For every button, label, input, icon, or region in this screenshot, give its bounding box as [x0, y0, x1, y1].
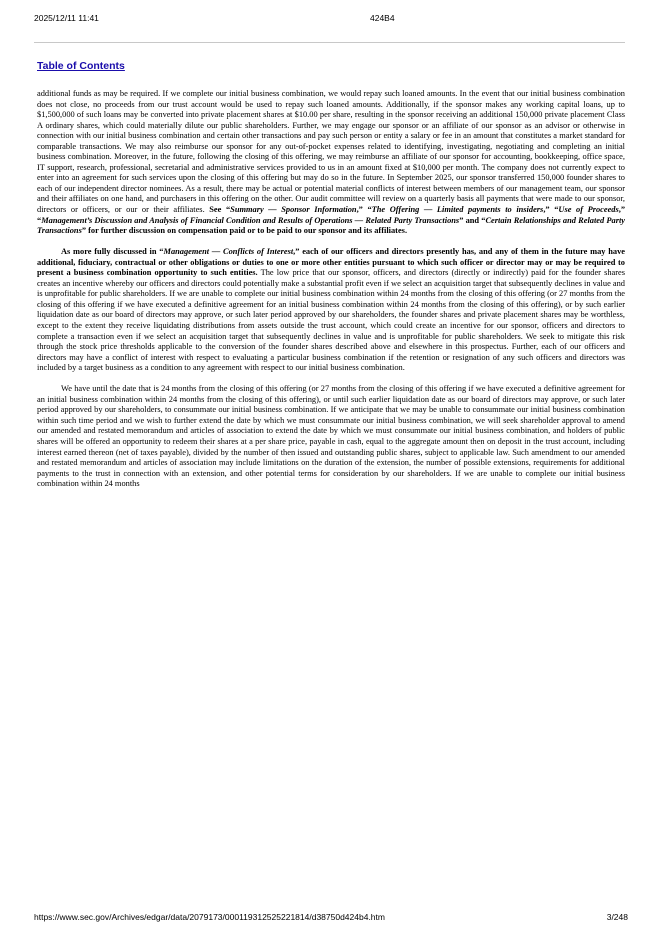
xref-mdna-related-party: Management’s Discussion and Analysis of Financial Condition and Results of Operations — Related Party Transactions	[41, 215, 460, 225]
p1-sep: ,” “	[37, 205, 626, 225]
p2-text: The low price that our sponsor, officers, and directors (directly or indirectly) paid for the founder shares creates an incentive whereby our officers and directors could potentially make a substantial profit even if we select an acquisition target that subsequently declines in value and is unprofitable for public shareholders. If we are unable to complete our initial business combination within 24 months from the closing of this offering (or 27 months from the closing of this offering if we have executed a definitive agreement for an initial business combination within 24 months from the closing of this offering), or by such earlier liquidation date as our board of directors may approve, or such later period approved by our shareholders, the founder shares and private placement shares may be worthless, except to the extent they receive liquidating distributions from assets outside the trust account, which could create an incentive for our sponsor, officers and directors to complete a transaction even if we select an acquisition target that subsequently declines in value and is unprofitable for public shareholders. We seek to mitigate this risk through the stock price thresholds applicable to the conversion of the founder shares described above and elsewhere in this prospectus. Further, each of our officers and directors may have a conflict of interest with respect to evaluating a particular business combination if the retention or resignation of any such officers and directors was included by a target business as a condition to any agreement with respect to our initial business combination.	[37, 268, 626, 373]
p1-text: additional funds as may be required. If we complete our initial business combination, we would repay such loaned amounts. In the event that our initial business combination does not close, no proceeds from our trust account would be used to repay such loaned amounts. Additionally, if the sponsor makes any working capital loans, up to $1,500,000 of such loans may be converted into private placement shares at $10.00 per share, resulting in the sponsor receiving an additional 150,000 private placement Class A ordinary shares, which could materially dilute our public shareholders. Further, we may engage our sponsor or an affiliate of our sponsor as an advisor or otherwise in connection with our initial business combination and certain other transactions and pay such person or entity a salary or fee in an amount that constitutes a market standard for comparable transactions. We may also reimburse our sponsor for any out-of-pocket expenses related to identifying, investigating, negotiating and completing an initial business combination. Moreover, in the future, following the closing of this offering, we may reimburse an affiliate of our sponsor for accounting, bookkeeping, office space, IT support, research, professional, secretarial and administrative services provided to us in an amount fixed at $10,000 per month. The company does not currently expect to enter into an agreement for such services upon the closing of this offering but may do so in the future. In September 2025, our sponsor transferred 150,000 founder shares to each of our independent director nominees. As a result, there may be actual or potential material conflicts of interest between members of our management team, our sponsor and their affiliates on one hand, and purchasers in this offering on the other. Our audit committee will review on a quarterly basis all payments that were made to our sponsor, directors or officers, or our or their affiliates.	[37, 89, 625, 215]
paragraph-business-combination-deadline	[37, 384, 625, 489]
xref-offering-limited-payments: The Offering — Limited payments to insiders	[371, 205, 544, 215]
table-of-contents-link[interactable]: Table of Contents	[37, 60, 125, 72]
document-code: 424B4	[370, 13, 395, 23]
p2-bold-rest: ,” each of our officers and directors presently has, and any of them in the future may have additional, fiduciary, contractual or other obligations or duties to one or more other entities pursuant to which such officer or director may or may be required to present a business combination opportunity to such entities.	[37, 247, 625, 278]
page-url: https://www.sec.gov/Archives/edgar/data/2079173/000119312525221814/d38750d424b4.htm	[34, 912, 385, 922]
header-divider	[34, 42, 625, 43]
document-body	[37, 89, 625, 500]
p1-quote: “	[221, 205, 231, 215]
p1-sep: ,” “	[356, 205, 372, 215]
xref-conflicts-of-interest: Management — Conflicts of Interest	[163, 247, 294, 257]
paragraph-conflicts-of-interest	[37, 247, 625, 374]
p1-tail: ” for further discussion on compensation paid or to be paid to our sponsor and its affiliates.	[81, 226, 408, 236]
print-header	[0, 13, 662, 27]
p1-sep: ” and “	[459, 215, 486, 225]
xref-use-of-proceeds: Use of Proceeds	[558, 205, 619, 215]
xref-certain-relationships: Certain Relationships and Related Party Transactions	[37, 215, 625, 236]
p1-see: See	[209, 205, 222, 215]
p3-text: We have until the date that is 24 months from the closing of this offering (or 27 months from the closing of this offering if we have executed a definitive agreement for an initial business combination within 24 months from the closing of this offering), or until such earlier liquidation date as our board of directors may approve, or such later period approved by our shareholders, to consummate our initial business combination. If we anticipate that we may be unable to consummate our initial business combination within such time period and we wish to further extend the date by which we must consummate our initial business combination, we will seek shareholder approval to amend our amended and restated memorandum and articles of association to extend the date by which we must consummate our initial business combination, and holders of public shares will be offered an opportunity to redeem their shares at a per share price, payable in cash, equal to the aggregate amount then on deposit in the trust account, including interest earned thereon (net of taxes payable), divided by the number of then issued and outstanding public shares, subject to applicable law. Such amendment to our amended and restated memorandum and articles of association may include limitations on the duration of the extension, the number of possible extensions, requirements for additional payments to the trust in connection with an extension, and other potential terms for consideration by our shareholders. If we are unable to complete our initial business combination within 24 months	[37, 384, 625, 489]
print-footer	[0, 912, 662, 926]
xref-summary-sponsor-information: Summary — Sponsor Information	[230, 205, 357, 215]
print-datetime: 2025/12/11 11:41	[34, 13, 99, 23]
p2-bold-start: As more fully discussed in “	[61, 247, 164, 257]
page-number: 3/248	[606, 912, 628, 922]
paragraph-sponsor-compensation	[37, 89, 625, 237]
p1-sep: ,” “	[543, 205, 559, 215]
